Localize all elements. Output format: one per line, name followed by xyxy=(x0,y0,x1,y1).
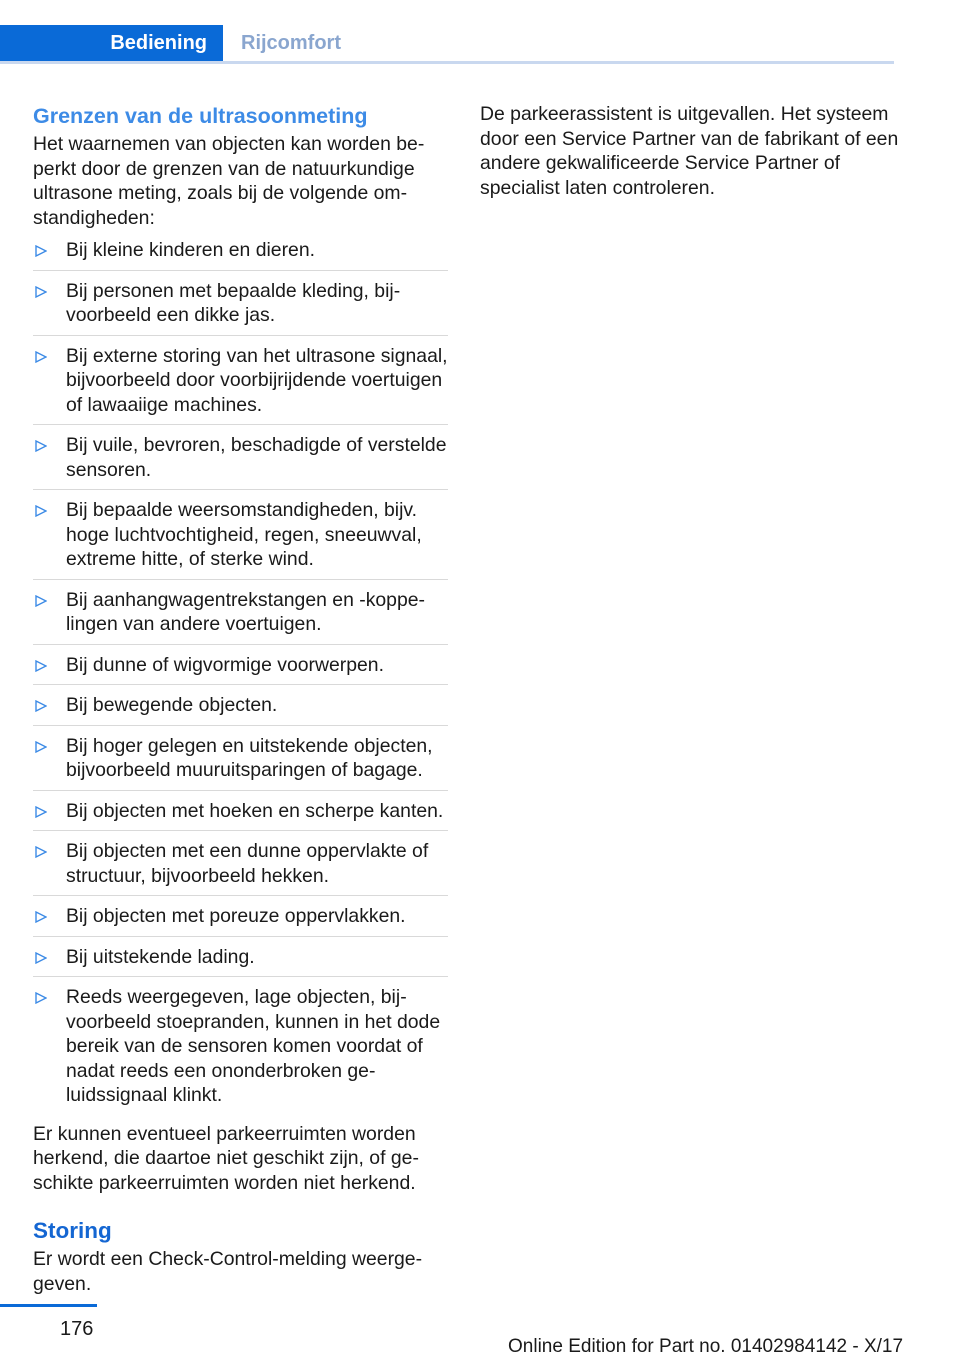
triangle-bullet-icon xyxy=(35,440,47,452)
tab-bediening xyxy=(0,25,223,61)
triangle-bullet-icon xyxy=(35,700,47,712)
triangle-bullet-icon xyxy=(35,351,47,363)
triangle-bullet-icon xyxy=(35,846,47,858)
right-column xyxy=(480,102,900,208)
triangle-bullet-icon xyxy=(35,505,47,517)
list-item-text: Reeds weergegeven, lage objecten, bijvoorbeeld stoepranden, kunnen in het dode bereik van de sensoren komen voordat of nadat reeds een ononderbroken geluidssignaal klinkt. xyxy=(66,986,441,1106)
section-heading-storing: Storing xyxy=(33,1218,112,1243)
triangle-bullet-icon xyxy=(35,806,47,818)
list-item-text: Bij vuile, bevroren, beschadigde of verstelde sensoren. xyxy=(66,434,447,481)
left-column xyxy=(33,102,448,1304)
list-item-text: Bij externe storing van het ultrasone signaal, bijvoorbeeld door voorbijrijdende voertuigen of lawaaiige machines. xyxy=(66,344,448,416)
list-item xyxy=(33,344,448,426)
list-item-text: Bij uitstekende lading. xyxy=(66,945,255,968)
page-number: 176 xyxy=(60,1318,94,1340)
list-item-text: Bij bewegende objecten. xyxy=(66,694,278,716)
tab-bediening-label: Bediening xyxy=(110,32,207,54)
list-item xyxy=(33,799,448,832)
list-item xyxy=(33,734,448,791)
triangle-bullet-icon xyxy=(35,911,47,923)
list-item xyxy=(33,985,448,1115)
triangle-bullet-icon xyxy=(35,595,47,607)
online-edition-note: Online Edition for Part no. 01402984142 - X/17 xyxy=(508,1336,904,1357)
list-item xyxy=(33,904,448,937)
list-item xyxy=(33,279,448,336)
triangle-bullet-icon xyxy=(35,286,47,298)
list-item xyxy=(33,498,448,580)
list-item xyxy=(33,653,448,686)
list-item-text: Bij personen met bepaalde kleding, bijvoorbeeld een dikke jas. xyxy=(66,279,401,326)
list-item-text: Bij objecten met poreuze oppervlakken. xyxy=(66,905,406,927)
list-item-text: Bij aanhangwagentrekstangen en -koppelingen van andere voertuigen. xyxy=(66,588,425,635)
list-item-text: Bij bepaalde weersomstandigheden, bijv. hoge luchtvochtigheid, regen, sneeuwval, extreme hitte, of sterke wind. xyxy=(66,499,422,570)
list-item-text: Bij kleine kinderen en dieren. xyxy=(66,239,316,261)
footer-accent-line xyxy=(0,1304,97,1307)
limitations-list xyxy=(33,238,448,1115)
list-item xyxy=(33,693,448,726)
triangle-bullet-icon xyxy=(35,952,47,964)
triangle-bullet-icon xyxy=(35,660,47,672)
chapter-tab-bar xyxy=(0,25,894,64)
list-item xyxy=(33,433,448,490)
triangle-bullet-icon xyxy=(35,992,47,1004)
list-item xyxy=(33,588,448,645)
tab-rijcomfort-label: Rijcomfort xyxy=(241,32,341,54)
triangle-bullet-icon xyxy=(35,741,47,753)
list-item-text: Bij objecten met hoeken en scherpe kanten. xyxy=(66,799,444,822)
list-item-text: Bij hoger gelegen en uitstekende objecten, bijvoorbeeld muuruitsparingen of bagage. xyxy=(66,734,433,781)
storing-paragraph: Er wordt een Check-Control-melding weergegeven. xyxy=(33,1248,423,1295)
list-item xyxy=(33,945,448,978)
list-item xyxy=(33,839,448,896)
list-item xyxy=(33,238,448,271)
intro-paragraph: Het waarnemen van objecten kan worden beperkt door de grenzen van de natuurkundige ultrasone meting, zoals bij de volgende omstandigheden: xyxy=(33,133,425,229)
list-item-text: Bij dunne of wigvormige voorwerpen. xyxy=(66,653,384,676)
closing-paragraph: Er kunnen eventueel parkeerruimten worden herkend, die daartoe niet geschikt zijn, of geschikte parkeerruimten worden niet herkend. xyxy=(33,1122,419,1194)
right-paragraph: De parkeerassistent is uitgevallen. Het systeem door een Service Partner van de fabrikant of een andere gekwalificeerde Service Partner of specialist laten controleren. xyxy=(480,103,899,199)
list-item-text: Bij objecten met een dunne oppervlakte of structuur, bijvoorbeeld hekken. xyxy=(66,840,429,887)
tab-rijcomfort xyxy=(223,25,421,61)
section-heading-grenzen: Grenzen van de ultrasoonmeting xyxy=(33,104,368,128)
triangle-bullet-icon xyxy=(35,245,47,257)
